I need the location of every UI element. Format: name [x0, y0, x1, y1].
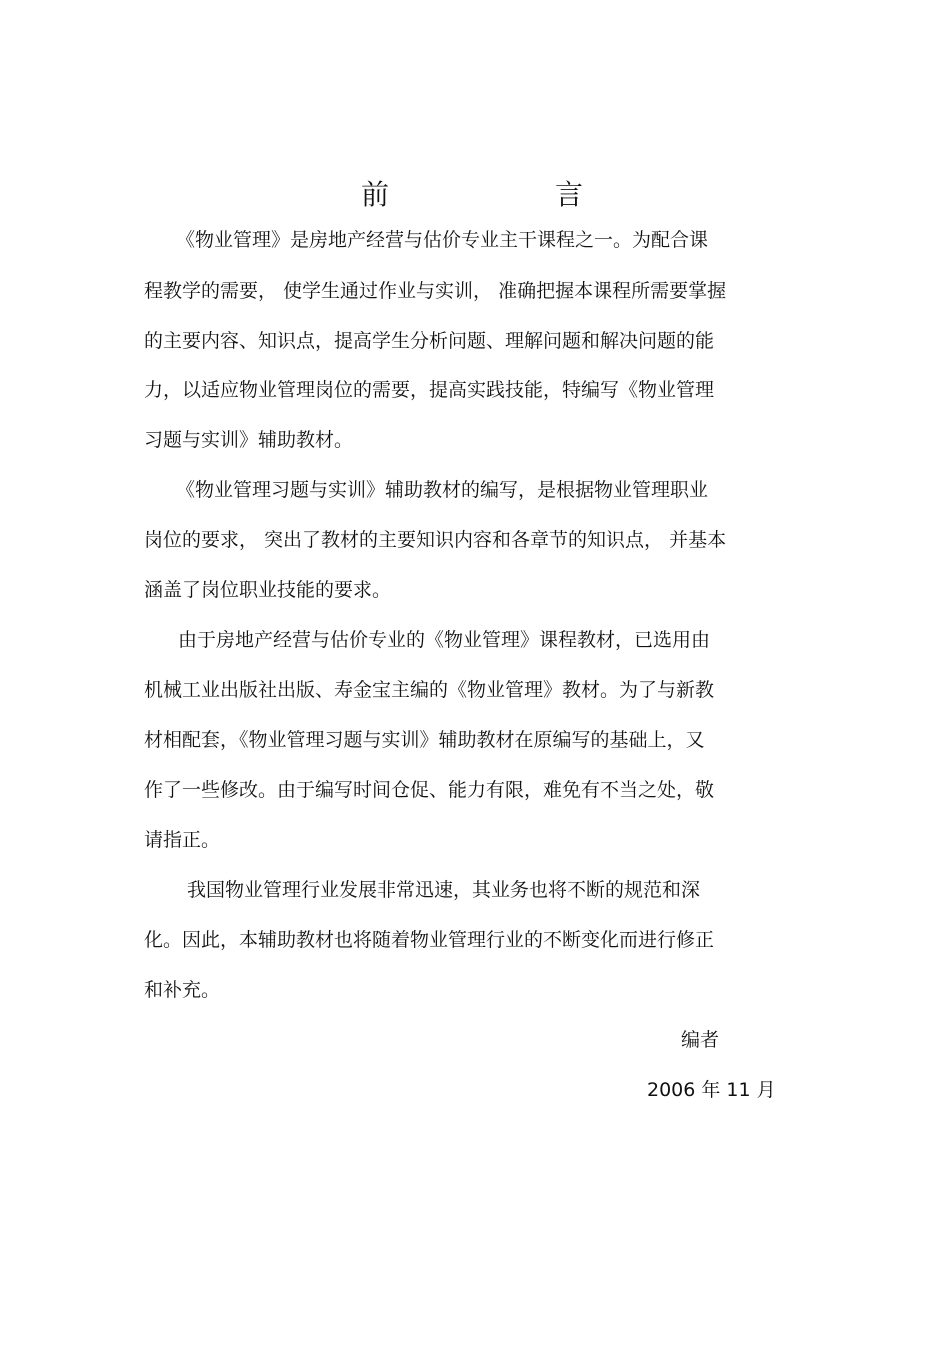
- paragraph-line: 请指正。: [144, 829, 221, 851]
- paragraph-line: 作了一些修改。由于编写时间仓促、能力有限，难免有不当之处，敬: [144, 779, 715, 801]
- page-title: [0, 170, 950, 220]
- paragraph-line: 我国物业管理行业发展非常迅速，其业务也将不断的规范和深: [187, 879, 701, 901]
- author-signature: 编者: [681, 1029, 720, 1051]
- paragraph-line: 《物业管理习题与实训》辅助教材的编写，是根据物业管理职业: [176, 479, 709, 501]
- paragraph-line: 由于房地产经营与估价专业的《物业管理》课程教材，已选用由: [178, 629, 711, 651]
- paragraph-line: 《物业管理》是房地产经营与估价专业主干课程之一。为配合课: [176, 229, 709, 251]
- paragraph-line: 的主要内容、知识点，提高学生分析问题、理解问题和解决问题的能: [144, 330, 715, 352]
- paragraph-line: 习题与实训》辅助教材。: [144, 429, 354, 451]
- paragraph-line: 机械工业出版社出版、寿金宝主编的《物业管理》教材。为了与新教: [144, 679, 715, 701]
- paragraph-line: 涵盖了岗位职业技能的要求。: [144, 579, 392, 601]
- paragraph-line: 和补充。: [144, 979, 221, 1001]
- signature-date: 2006 年 11 月: [647, 1079, 776, 1101]
- paragraph-line: 材相配套，《物业管理习题与实训》辅助教材在原编写的基础上，又: [144, 729, 705, 751]
- paragraph-line: 程教学的需要， 使学生通过作业与实训， 准确把握本课程所需要掌握: [144, 280, 727, 302]
- title-char-2: 言: [555, 178, 584, 211]
- paragraph-line: 力，以适应物业管理岗位的需要，提高实践技能，特编写《物业管理: [144, 379, 715, 401]
- title-char-1: 前: [361, 178, 390, 211]
- paragraph-line: 化。因此，本辅助教材也将随着物业管理行业的不断变化而进行修正: [144, 929, 715, 951]
- paragraph-line: 岗位的要求， 突出了教材的主要知识内容和各章节的知识点， 并基本: [144, 529, 727, 551]
